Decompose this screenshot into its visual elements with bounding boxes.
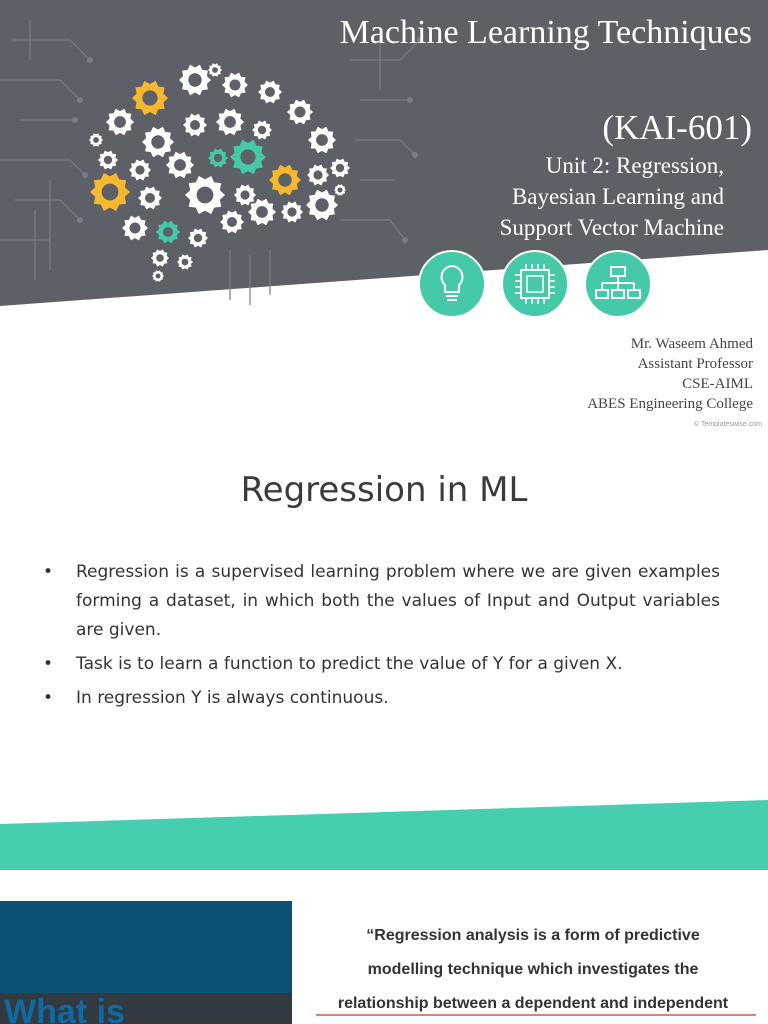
- bullet-icon: •: [43, 688, 54, 708]
- author-title: Assistant Professor: [637, 356, 753, 372]
- gear-hole: [230, 80, 241, 91]
- subtitle-line: Support Vector Machine: [499, 215, 724, 240]
- unit-subtitle: [394, 150, 724, 243]
- definition-quote: [308, 919, 758, 1021]
- gear-hole: [214, 154, 222, 162]
- template-credit: © Templateswise.com: [693, 421, 762, 428]
- gear-hole: [197, 187, 214, 204]
- gear-hole: [316, 134, 328, 146]
- gear-hole: [227, 217, 237, 227]
- gear-hole: [212, 67, 218, 73]
- gear-hole: [104, 156, 112, 164]
- feature-icons: [418, 250, 658, 320]
- bullet-text: Task is to learn a function to predict the value of Y for a given X.: [76, 654, 623, 674]
- bullet-item: [40, 650, 720, 679]
- gear-hole: [145, 193, 155, 203]
- author-block: [587, 334, 753, 414]
- gear-hole: [287, 207, 296, 216]
- gear-hole: [338, 188, 343, 193]
- bullet-icon: •: [43, 654, 54, 674]
- author-college: ABES Engineering College: [587, 396, 753, 412]
- gear-hole: [256, 206, 268, 218]
- gear-hole: [240, 190, 249, 199]
- gear-hole: [194, 234, 202, 242]
- gear-hole: [265, 87, 275, 97]
- title-slide: [0, 0, 768, 430]
- subtitle-line: Unit 2: Regression,: [545, 153, 724, 178]
- gear-hole: [156, 274, 161, 279]
- course-title: Machine Learning Techniques: [339, 14, 752, 51]
- lightbulb-icon: [419, 251, 485, 317]
- left-panel: [0, 901, 292, 1024]
- gear-hole: [240, 149, 255, 164]
- bullet-item: [40, 684, 720, 713]
- quote-line: relationship between a dependent and independent: [337, 995, 729, 1012]
- author-name: Mr. Waseem Ahmed: [630, 336, 753, 352]
- quote-line: modelling technique which investigates the: [367, 961, 699, 978]
- cpu-chip-icon: [502, 251, 568, 317]
- flowchart-icon: [585, 251, 651, 317]
- gear-hole: [135, 165, 144, 174]
- definition-slide: [0, 899, 768, 1024]
- author-department: CSE-AIML: [682, 376, 753, 392]
- subtitle-line: Bayesian Learning and: [511, 184, 724, 209]
- gear-hole: [130, 223, 141, 234]
- bullet-icon: •: [43, 562, 54, 582]
- quote-line: “Regression analysis is a form of predictive: [366, 927, 700, 944]
- red-underline: [316, 1014, 756, 1016]
- gear-hole: [163, 227, 173, 237]
- gear-hole: [190, 120, 200, 130]
- gear-hole: [188, 73, 201, 86]
- regression-slide: [0, 440, 768, 870]
- gear-hole: [114, 116, 126, 128]
- bullet-text: In regression Y is always continuous.: [76, 688, 389, 708]
- gear-hole: [295, 107, 306, 118]
- panel-title: What is: [4, 993, 125, 1024]
- gear-hole: [224, 116, 236, 128]
- gear-hole: [174, 159, 186, 171]
- gear-hole: [156, 254, 164, 262]
- bullet-list: [40, 558, 720, 718]
- bullet-text: Regression is a supervised learning problem where we are given examples forming a dataset, in which both the values of Input and Output variables are given.: [76, 562, 720, 640]
- gear-hole: [151, 135, 164, 148]
- gear-hole: [278, 173, 291, 186]
- gear-hole: [102, 184, 119, 201]
- gear-hole: [142, 90, 157, 105]
- bullet-item: [40, 558, 720, 645]
- gear-hole: [313, 170, 322, 179]
- gear-hole: [93, 137, 99, 143]
- gear-hole: [336, 164, 344, 172]
- gear-hole: [315, 198, 328, 211]
- course-code: (KAI-601): [602, 108, 752, 147]
- gear-hole: [258, 126, 266, 134]
- slide-heading: Regression in ML: [240, 470, 528, 510]
- gear-hole: [182, 259, 189, 266]
